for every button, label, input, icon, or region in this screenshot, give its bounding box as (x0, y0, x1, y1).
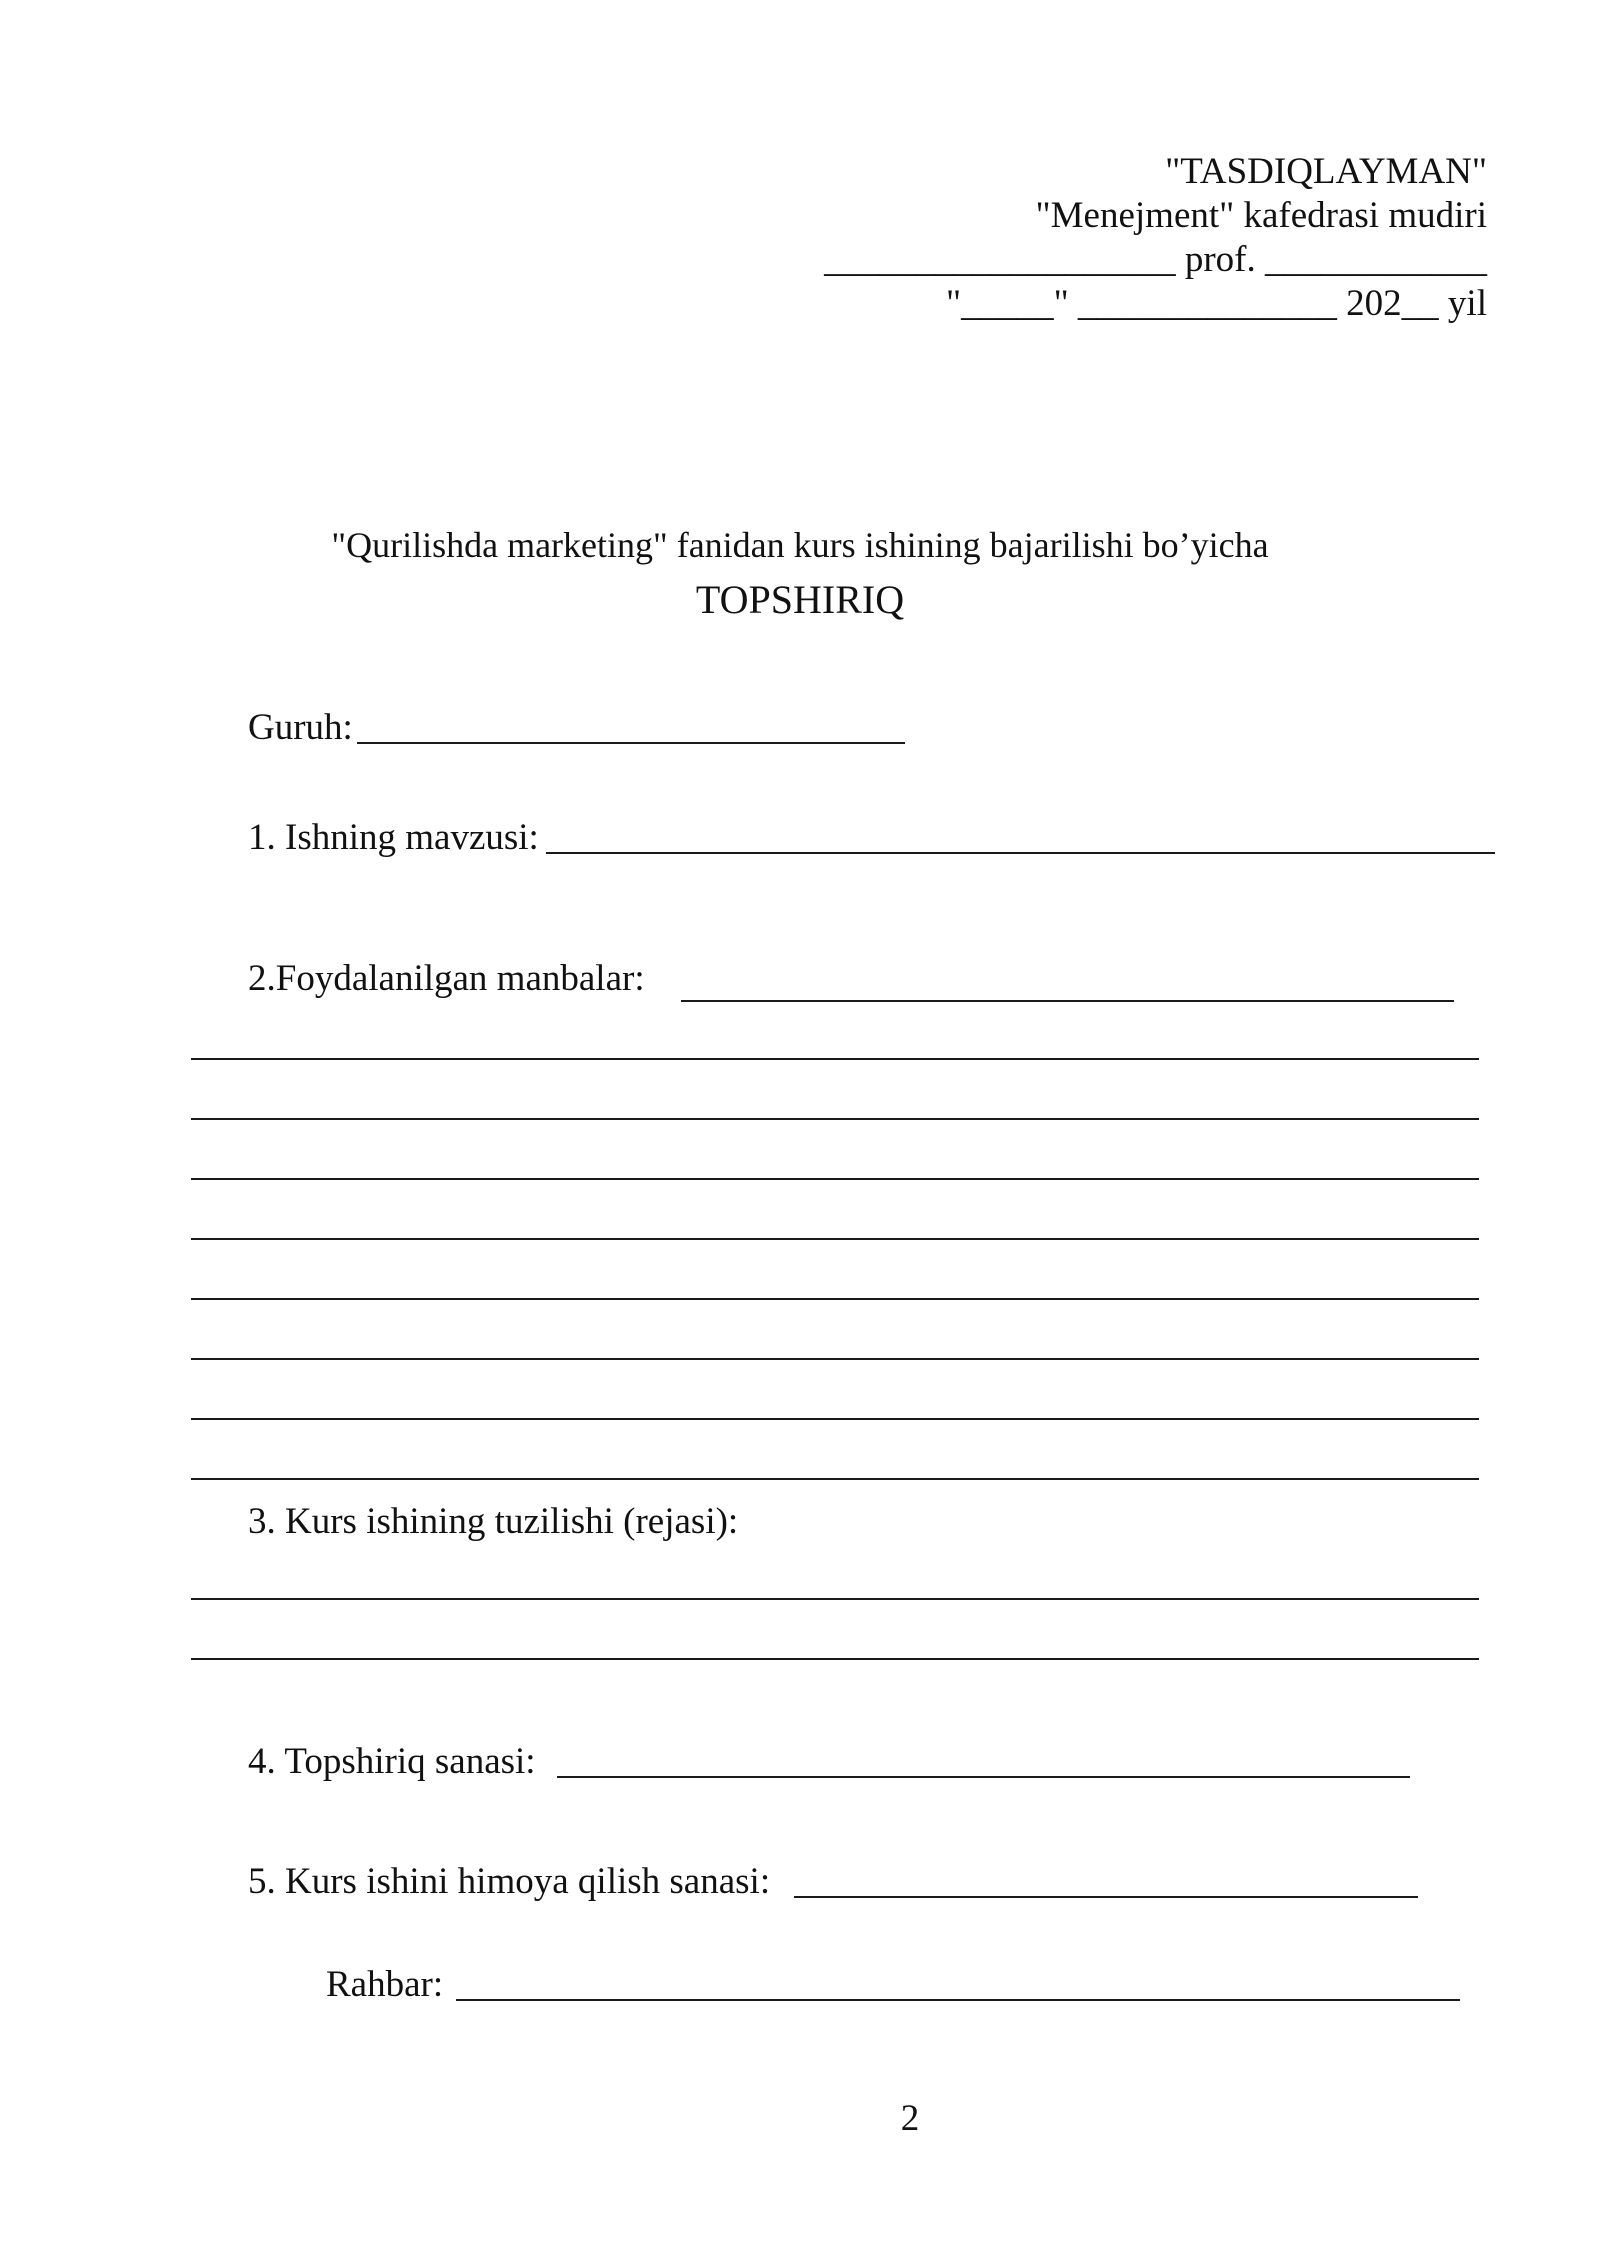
assignment-date-field-line[interactable] (557, 1776, 1410, 1778)
document-subtitle: "Qurilishda marketing" fanidan kurs ishining bajarilishi bo’yicha (331, 525, 1269, 565)
sources-line-5[interactable] (191, 1298, 1479, 1300)
sources-line-8[interactable] (191, 1478, 1479, 1480)
approval-department: "Menejment" kafedrasi mudiri (1035, 195, 1487, 236)
structure-label: 3. Kurs ishining tuzilishi (rejasi): (248, 1501, 739, 1542)
structure-line-2[interactable] (191, 1658, 1479, 1660)
approval-date-line: "_____" ______________ 202__ yil (945, 283, 1487, 324)
group-label: Guruh: (248, 707, 353, 748)
sources-line-6[interactable] (191, 1358, 1479, 1360)
defense-date-field-line[interactable] (794, 1896, 1418, 1898)
document-title: TOPSHIRIQ (695, 577, 905, 622)
approval-signature-line: ___________________ prof. ____________ (824, 239, 1487, 280)
sources-line-3[interactable] (191, 1178, 1479, 1180)
sources-line-7[interactable] (191, 1418, 1479, 1420)
sources-line-4[interactable] (191, 1238, 1479, 1240)
structure-line-1[interactable] (191, 1598, 1479, 1600)
group-field-line[interactable] (357, 742, 905, 744)
defense-date-label: 5. Kurs ishini himoya qilish sanasi: (248, 1861, 771, 1902)
approval-title: "TASDIQLAYMAN" (1165, 151, 1487, 192)
topic-label: 1. Ishning mavzusi: (248, 817, 539, 858)
sources-label: 2.Foydalanilgan manbalar: (248, 958, 645, 999)
assignment-date-label: 4. Topshiriq sanasi: (248, 1741, 536, 1782)
sources-field-line[interactable] (681, 1000, 1454, 1002)
sources-line-1[interactable] (191, 1058, 1479, 1060)
supervisor-field-line[interactable] (456, 1999, 1460, 2001)
page-number: 2 (900, 2098, 920, 2139)
supervisor-label: Rahbar: (326, 1964, 444, 2005)
sources-line-2[interactable] (191, 1118, 1479, 1120)
topic-field-line[interactable] (546, 852, 1495, 854)
